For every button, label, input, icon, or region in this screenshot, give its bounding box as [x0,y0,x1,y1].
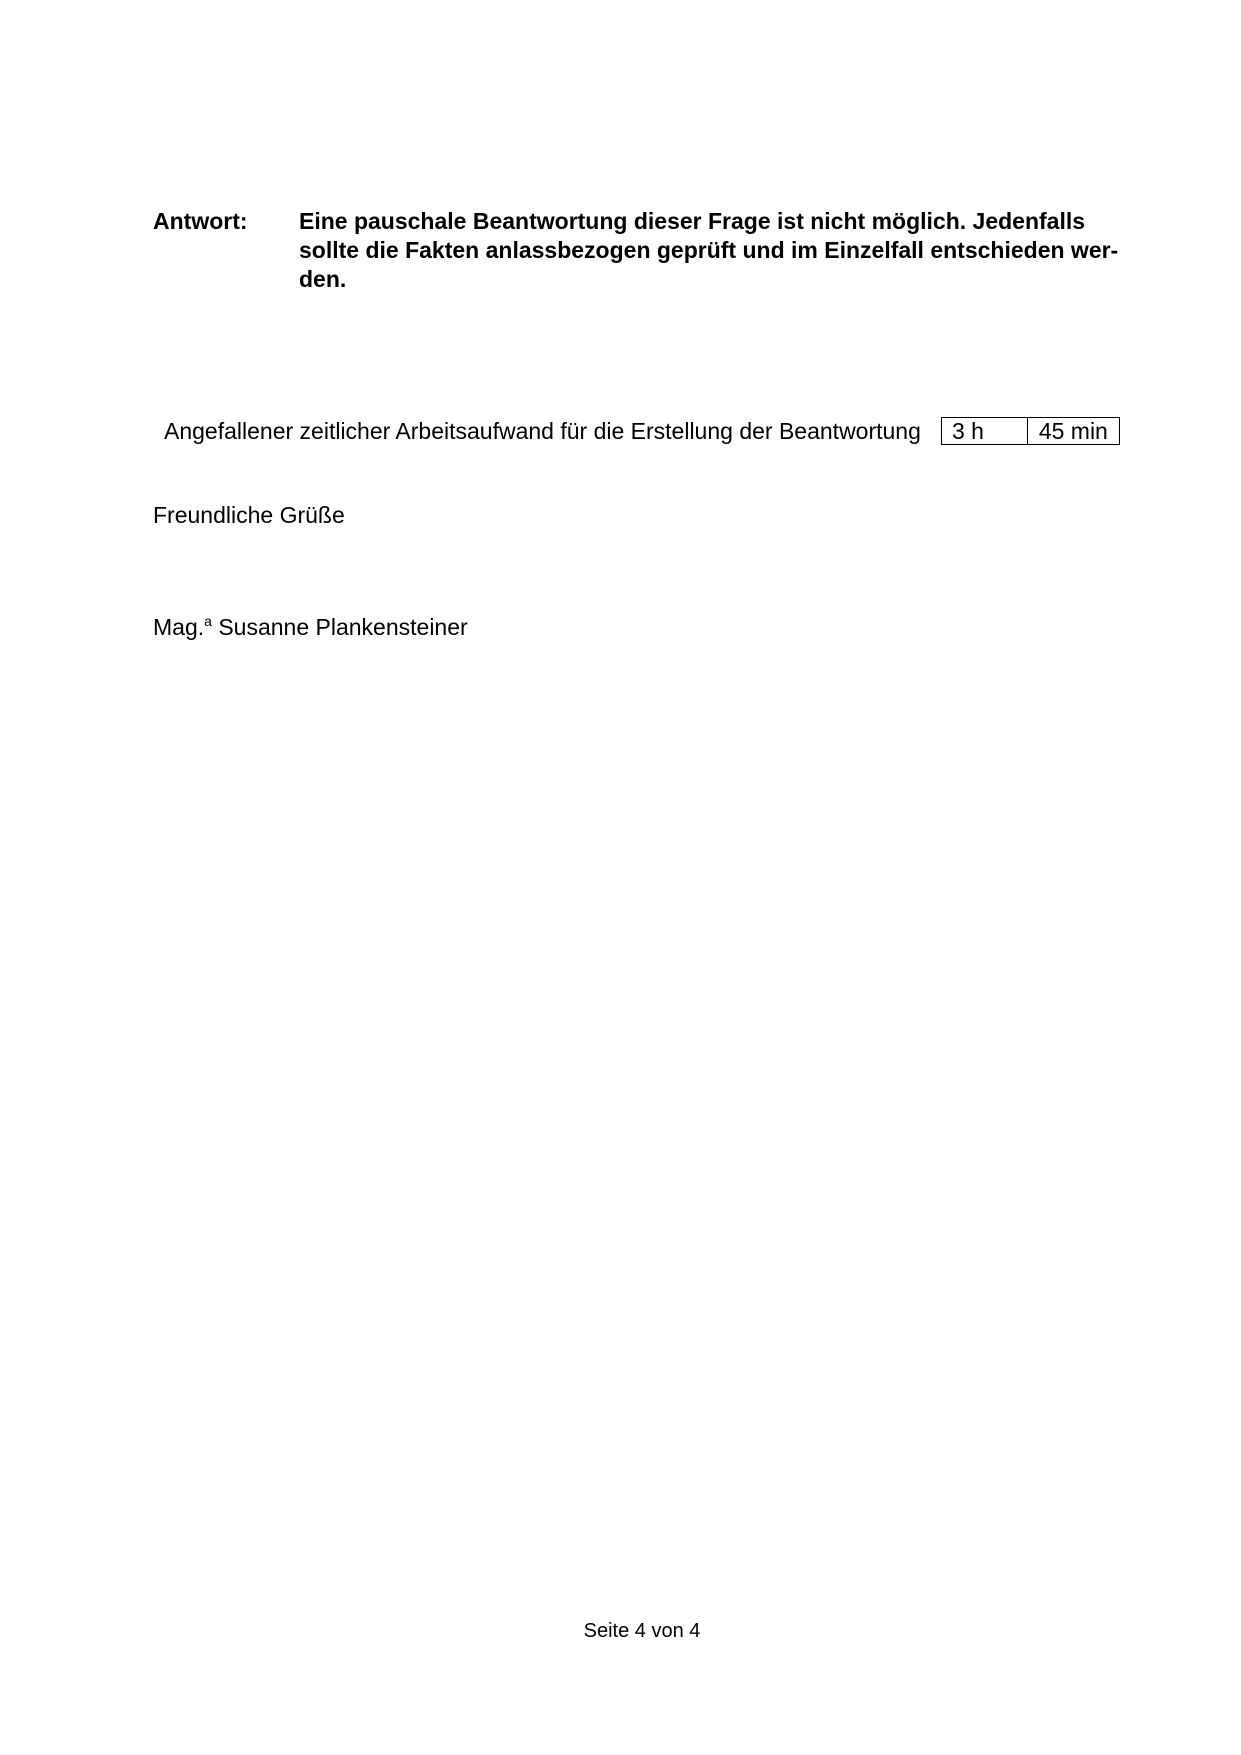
academic-title-superscript: a [204,613,212,629]
academic-title: Mag. [153,614,205,640]
effort-minutes-cell: 45 min [1027,418,1119,445]
answer-text [299,207,1129,294]
effort-hours-cell: 3 h [942,418,1028,445]
effort-row [164,416,1120,446]
effort-table [941,417,1120,445]
answer-line: den. [299,266,347,292]
effort-label: Angefallener zeitlicher Arbeitsaufwand für die Erstellung der Beantwortung [164,418,921,444]
answer-line: sollte die Fakten anlassbezogen geprüft und im Einzelfall entschieden wer- [299,237,1119,263]
signature [153,612,468,642]
greeting: Freundliche Grüße [153,502,345,528]
effort-table-row [942,418,1120,445]
answer-label: Antwort: [153,208,248,234]
answer-line: Eine pauschale Beantwortung dieser Frage ist nicht möglich. Jedenfalls [299,208,1086,234]
signatory-name: Susanne Plankensteiner [218,614,468,640]
page-number: Seite 4 von 4 [583,1620,701,1642]
